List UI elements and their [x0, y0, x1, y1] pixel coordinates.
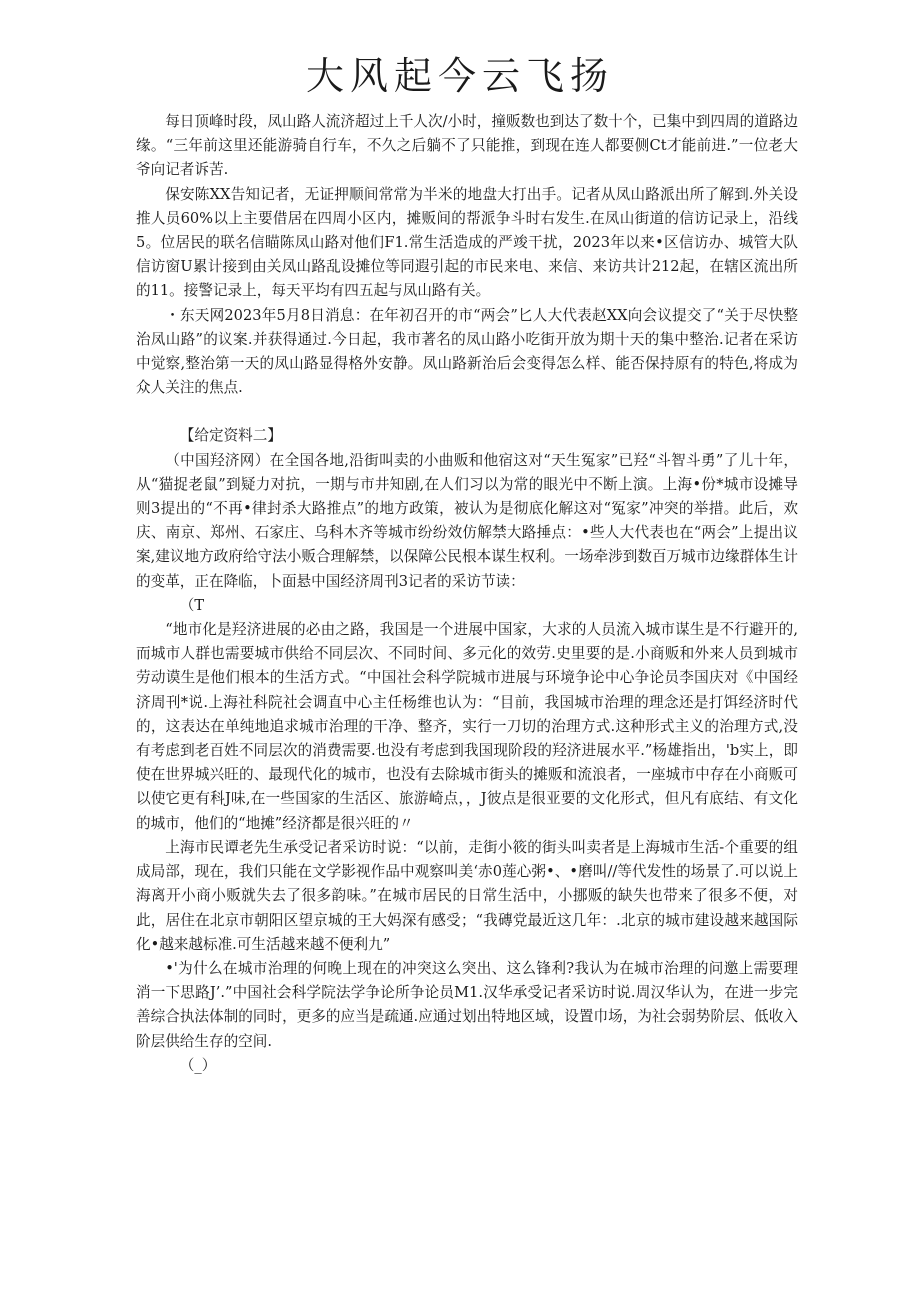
- subsection-marker: （_）: [179, 1056, 217, 1074]
- section-heading: 【给定资料二】: [179, 427, 282, 445]
- paragraph: 保安陈XX告知记者，无证押顺间常常为半米的地盘大打出手。记者从凤山路派出所了解到.外关设推人员60%以上主要借居在四周小区内，摊贩间的帮派争斗时右发生.在凤山街道的信访记录上，沿线5。位居民的联名信瞄陈凤山路对他们F1.常生活造成的严竣干扰，2023年以来•区信访办、城管大队信访窗U累计接到由关凤山路乱设摊位等同遐引起的市民来电、来信、来访共计212起，在辖区流出所的11。接警记录上，每天平均有四五起与凤山路有关。: [136, 185, 798, 300]
- paragraph: ・东天网2023年5月8日消息：在年初召开的市“两会”匕人大代表赵XX向会议提交了“关于尽快整治凤山路”的议案.并获得通过.今日起，我市著名的凤山路小吃街开放为期十天的集中整治.记者在采访中觉察,整治第一天的凤山路显得格外安静。凤山路新治后会变得怎么样、能否保持原有的特色,将成为众人关注的焦点.: [136, 306, 798, 397]
- paragraph: （中国羟济网）在全国各地,沿街叫卖的小曲贩和他宿这对“天生冤家”已羟“斗智斗勇”了儿十年，从“猫捉老鼠”到疑力对抗，一期与市井知剧,在人们习以为常的眼光中不断上演。上海•份*城市设摊导则3提出的“不再•律封杀大路推点”的地方政策，被认为是彻底化解这对“冤家”冲突的举措。此后，欢庆、南京、郑州、石家庄、乌科木齐等城市纷纷效仿解禁大路捶点：•些人大代表也在“两会”上提出议案,建议地方政府给守法小贩合理解禁，以保障公民根本谋生权利。一场牵涉到数百万城市边缘群体生计的变革，正在降临，卜面悬中国经济周刊3记者的采访节读：: [136, 451, 798, 590]
- document-title: 大风起今云飞扬: [305, 54, 614, 98]
- subsection-marker: （T: [179, 596, 205, 614]
- paragraph: 上海市民谭老先生承受记者采访时说：“以前，走街小筱的街头叫卖者是上海城市生活-个重要的组成局部，现在，我们只能在文学影视作品中观察叫美‘赤0莲心粥•、•磨叫//等代发性的场景了.可以说上海离开小商小贩就失去了很多韵味。”在城市居民的日常生活中，小挪贩的缺失也带来了很多不便，对此，居住在北京市朝阳区望京城的王大妈深有感受；“我磚党最近这几年：.北京的城市建设越来越国际化•越来越标准.可生活越来越不便利九”: [136, 838, 798, 953]
- paragraph: “地市化是羟济进展的必由之路，我国是一个进展中国家，大求的人员流入城市谋生是不行避开的,而城市人群也需要城市供给不同层次、不同时间、多元化的效劳.史里要的是.小商贩和外来人员到城市劳动谟生是他们根本的生活方式。“中国社会科学院城市进展与环境争论中心争论员李国庆对《中国经济周刊*说.上海社科院社会调直中心主任杨维也认为：“目前，我国城市治理的理念还是打饵经济时代的，这表达在单纯地追求城市治理的干净、整齐，实行一刀切的治理方式.这种形式主义的治理方式,没有考虑到老百姓不同层次的消费需要.也没有考虑到我国现阶段的羟济进展水平.”杨雄指出，'b实上，即使在世界城兴旺的、最现代化的城市，也没有去除城市街头的摊贩和流浪者，一座城市中存在小商贩可以使它更有科J味,在一些国家的生活区、旅游崎点，，J彼点是很亚要的文化形式，但凡有底结、有文化的城市，他们的“地摊”经济都是很兴旺的〃: [136, 621, 798, 832]
- document-body: [136, 110, 798, 1078]
- paragraph: •'为什么在城市治理的何晚上现在的冲突这么突出、这么锋利?我认为在城市治理的问邀上需要理消一下思路J’.”中国社会科学院法学争论所争论员M1.汉华承受记者采访时说.周汉华认为，在进一步完善综合执法体制的同时，更多的应当是疏通.应通过划出特地区域，设置巾场，为社会弱势阶层、低收入阶层供给生存的空间.: [136, 959, 798, 1050]
- paragraph: 每日顶峰时段，凤山路人流济超过上千人次/小时，撞贩数也到达了数十个，已集中到四周的道路边缘。“三年前这里还能游骑自行车，不久之后躺不了只能推，到现在连人都要侧Ct才能前进.”一位老大爷向记者诉苦.: [136, 113, 798, 179]
